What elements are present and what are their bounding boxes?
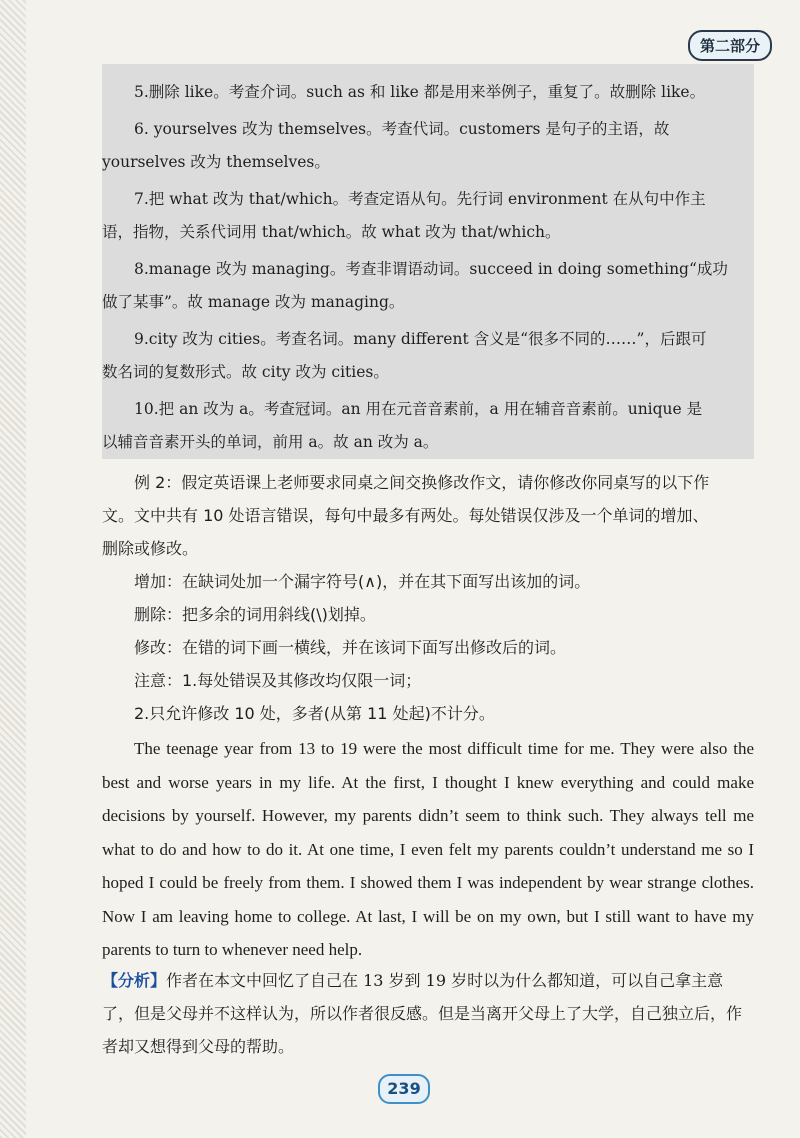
analysis-text: 作者在本文中回忆了自己在 13 岁到 19 岁时以为什么都知道，可以自己拿主意了，但是父母并不这样认为，所以作者很反感。但是当离开父母上了大学，自己独立后，作者却又想得到父母的帮助。 (102, 971, 743, 1056)
example-intro-line1: 例 2：假定英语课上老师要求同桌之间交换修改作文，请你修改你同桌写的以下作 (134, 473, 710, 492)
answer-7-line1: 7.把 what 改为 that/which。考查定语从句。先行词 environment 在从句中作主 (134, 190, 706, 208)
page-binding-edge (0, 0, 26, 1138)
answer-10-line2: 以辅音音素开头的单词，前用 a。故 an 改为 a。 (102, 433, 439, 451)
modify-rule: 修改：在错的词下画一横线，并在该词下面写出修改后的词。 (134, 638, 567, 657)
example-intro-line2: 文。文中共有 10 处语言错误，每句中最多有两处。每处错误仅涉及一个单词的增加、 (102, 506, 709, 525)
page-number: 239 (378, 1074, 430, 1104)
answer-8-line1: 8.manage 改为 managing。考查非谓语动词。succeed in doing something“成功 (134, 260, 728, 278)
example-intro-line3: 删除或修改。 (102, 539, 199, 558)
answer-9-line1: 9.city 改为 cities。考查名词。many different 含义是“很多不同的……”，后跟可 (134, 330, 707, 348)
answer-explanations-box (102, 64, 754, 459)
student-essay: The teenage year from 13 to 19 were the most difficult time for me. They were also the best and worse years in my life. At the first, I thought I knew everything and could make decisions by yourself. However, my parents didn’t seem to think such. They always tell me what to do and how to do it. At one time, I even felt my parents couldn’t understand me so I hoped I could be freely from them. I showed them I was independent by wear strange clothes. Now I am leaving home to college. At last, I will be on my own, but I still want to have my parents to turn to whenever need help. (102, 739, 754, 959)
answer-6-line1: 6. yourselves 改为 themselves。考查代词。customers 是句子的主语，故 (134, 120, 670, 138)
answer-7-line2: 语，指物，关系代词用 that/which。故 what 改为 that/which。 (102, 223, 561, 241)
analysis-label: 【分析】 (102, 971, 167, 990)
analysis-paragraph (102, 964, 754, 1063)
answer-6-line2: yourselves 改为 themselves。 (102, 153, 330, 171)
answer-9-line2: 数名词的复数形式。故 city 改为 cities。 (102, 363, 389, 381)
answer-10-line1: 10.把 an 改为 a。考查冠词。an 用在元音音素前，a 用在辅音音素前。unique 是 (134, 400, 703, 418)
section-tag: 第二部分 (688, 30, 772, 61)
answer-5-line1: 5.删除 like。考查介词。such as 和 like 都是用来举例子，重复了。故删除 like。 (134, 83, 706, 101)
delete-rule: 删除：把多余的词用斜线(\)划掉。 (134, 605, 376, 624)
note-1: 注意：1.每处错误及其修改均仅限一词； (134, 671, 422, 690)
add-rule: 增加：在缺词处加一个漏字符号(∧)，并在其下面写出该加的词。 (134, 572, 591, 591)
note-2: 2.只允许修改 10 处，多者(从第 11 处起)不计分。 (134, 704, 495, 723)
answer-8-line2: 做了某事”。故 manage 改为 managing。 (102, 293, 405, 311)
